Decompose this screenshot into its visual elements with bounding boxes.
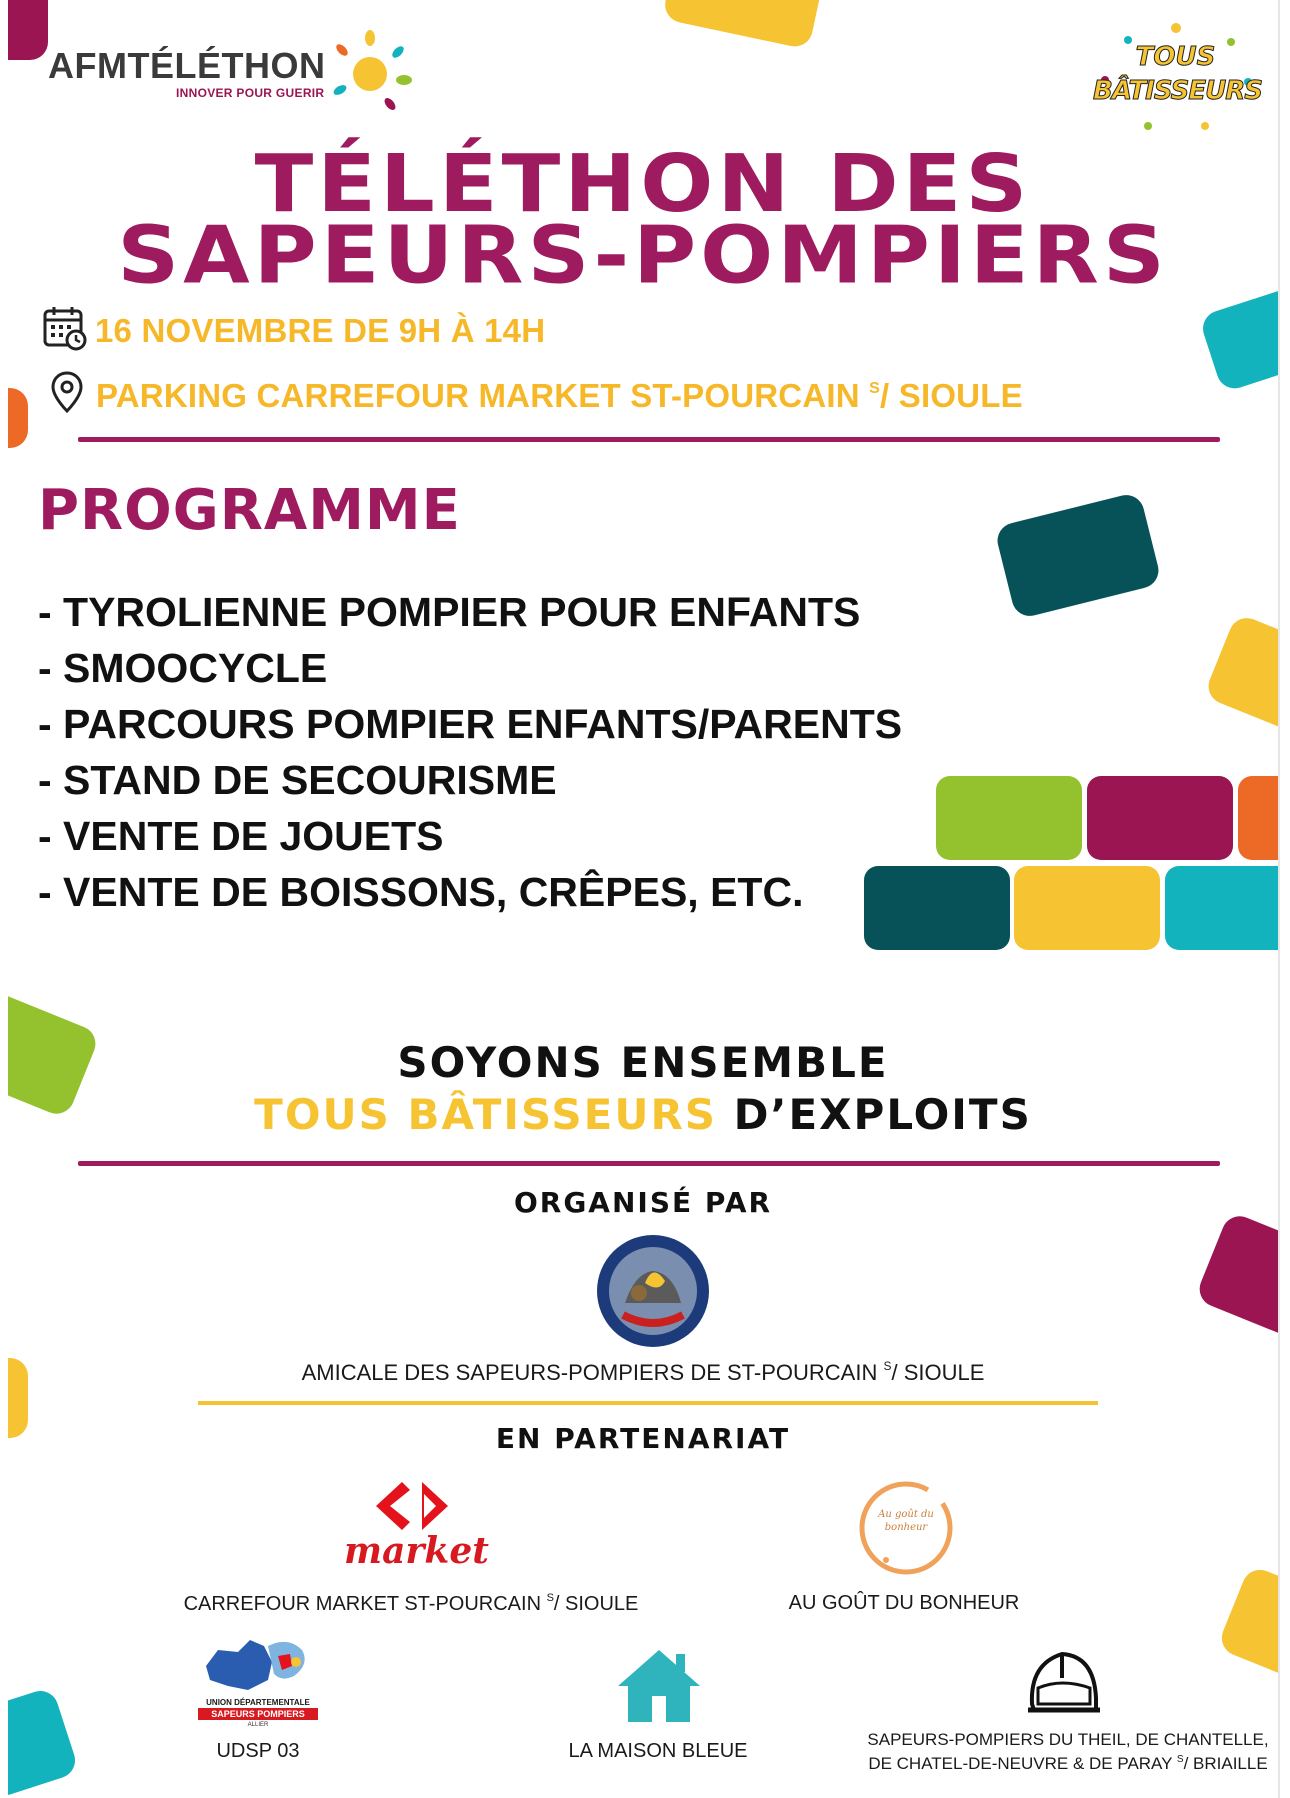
deco-tile-teal-bottom-left [8,1686,80,1798]
sp-theil-line2-end: / BRIAILLE [1183,1754,1268,1773]
sp-theil-line2 [858,1750,1278,1774]
slogan-highlight: TOUS BÂTISSEURS [254,1090,718,1139]
carrefour-caption-main: CARREFOUR MARKET ST-POURCAIN [183,1593,547,1615]
udsp-logo-line1: UNION DÉPARTEMENTALE [206,1698,310,1707]
sun-icon [328,30,418,110]
poster-title [8,138,1278,302]
divider-yellow [198,1401,1098,1405]
afm-logo-brand: AFMTÉLÉTHON [48,45,326,86]
udsp-logo-line2: SAPEURS POMPIERS [198,1708,318,1720]
organizer-heading: ORGANISÉ PAR [513,1186,773,1219]
divider-middle [78,1161,1220,1166]
deco-tile-yellow-bottom-right [1216,1564,1280,1681]
organizer-name-end: / SIOULE [891,1360,985,1385]
udsp-logo [198,1636,318,1736]
calendar-icon [42,305,88,351]
location-main: PARKING CARREFOUR MARKET ST-POURCAIN [96,377,870,414]
tous-batisseurs-line1: TOUS [1135,42,1216,72]
afm-telethon-logo [48,30,428,110]
house-icon [614,1646,704,1724]
deco-tile-dark-teal [994,491,1163,619]
programme-item: - SMOOCYCLE [38,645,328,691]
slogan-line-2 [8,1090,1278,1139]
deco-brick-teal [1165,866,1280,950]
event-location [96,377,1023,415]
deco-tile-purple-top-left [8,0,48,60]
tous-batisseurs-line2: BÂTISSEURS [1093,76,1263,106]
deco-brick-yellow [1014,866,1160,950]
maison-bleue-caption: LA MAISON BLEUE [568,1740,748,1762]
programme-item: - PARCOURS POMPIER ENFANTS/PARENTS [38,701,903,747]
carrefour-logo-icon [366,1478,458,1536]
sp-theil-line2-sup: S [1176,1754,1184,1765]
carrefour-caption [176,1592,646,1616]
deco-tile-yellow-top [662,0,824,50]
organizer-name [8,1359,1278,1386]
udsp-logo-line3: ALLIER [247,1722,269,1728]
event-date: 16 NOVEMBRE DE 9H À 14H [95,312,546,349]
divider-top [78,437,1220,442]
bonheur-logo [856,1478,956,1578]
title-line-2: SAPEURS-POMPIERS [117,209,1169,302]
carrefour-caption-sup: S [546,1592,554,1604]
location-end: / SIOULE [880,377,1023,414]
deco-tile-orange-left [8,388,28,448]
deco-brick-green [936,776,1082,860]
programme-item: - VENTE DE BOISSONS, CRÊPES, ETC. [38,869,804,915]
sp-theil-line1: SAPEURS-POMPIERS DU THEIL, DE CHANTELLE, [867,1730,1269,1749]
programme-item: - VENTE DE JOUETS [38,813,444,859]
title-line-1: TÉLÉTHON DES [254,138,1032,231]
carrefour-caption-end: / SIOULE [553,1593,639,1615]
programme-list [38,584,902,920]
poster [8,0,1280,1798]
deco-tile-yellow-right [1203,613,1280,738]
firefighter-helmet-icon [1022,1644,1104,1726]
organizer-name-sup: S [883,1359,892,1373]
sp-theil-caption [858,1730,1278,1774]
deco-brick-orange [1238,776,1280,860]
programme-item: - TYROLIENNE POMPIER POUR ENFANTS [38,589,861,635]
deco-tile-teal-right [1198,283,1280,393]
slogan-rest: D’EXPLOITS [717,1090,1032,1139]
location-pin-icon [50,370,84,414]
deco-tile-magenta-right [1194,1211,1280,1340]
slogan-line-1: SOYONS ENSEMBLE [397,1038,889,1087]
udsp-map-icon [198,1636,318,1694]
location-sup: S [869,380,880,397]
udsp-caption: UDSP 03 [216,1740,300,1762]
bonheur-logo-text: Au goût du bonheur [878,1509,934,1533]
organizer-name-main: AMICALE DES SAPEURS-POMPIERS DE ST-POURCAIN [301,1360,884,1385]
programme-item: - STAND DE SECOURISME [38,757,557,803]
bonheur-caption: AU GOÛT DU BONHEUR [788,1592,1020,1614]
sp-theil-line2-main: DE CHATEL-DE-NEUVRE & DE PARAY [868,1754,1177,1773]
carrefour-logo-text: market [344,1530,489,1572]
tous-batisseurs-logo [1093,20,1263,135]
amicale-badge-logo [595,1233,711,1349]
afm-logo-tagline: INNOVER POUR GUERIR [176,86,325,100]
programme-heading: PROGRAMME [38,478,461,543]
deco-brick-magenta [1087,776,1233,860]
partners-heading: EN PARTENARIAT [495,1422,791,1455]
